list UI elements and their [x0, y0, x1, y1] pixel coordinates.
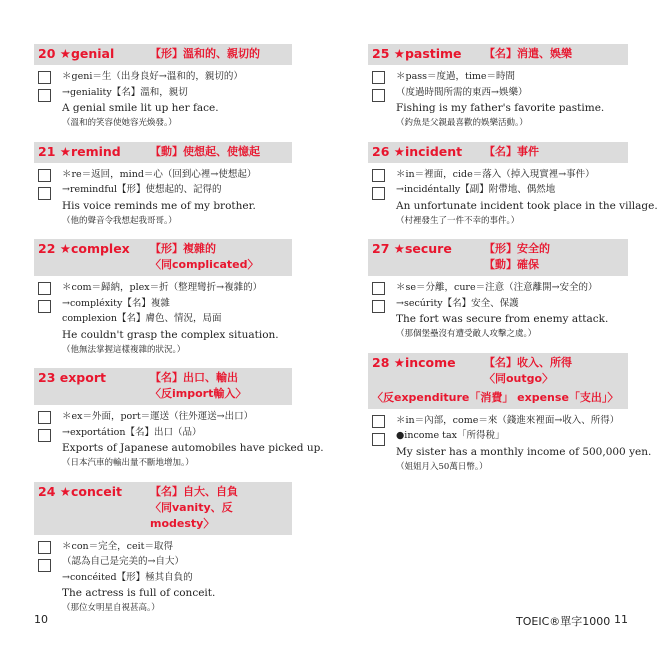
entry-word: 27 ★secure — [372, 241, 452, 256]
entry-part-of-speech: 【名】消遣、娛樂 — [484, 47, 572, 60]
vocab-entry-secure — [368, 239, 628, 343]
derivative-line: →compléxity【名】複雜 — [62, 297, 170, 309]
entry-body — [34, 163, 292, 230]
derivative-line: →incidéntally【副】附帶地、偶然地 — [396, 184, 556, 195]
derivative-line: →secúrity【名】安全、保護 — [396, 297, 519, 309]
entry-part-of-speech: 【名】收入、所得 〈同outgo〉 — [484, 355, 572, 385]
entry-body — [34, 65, 292, 132]
checkbox[interactable] — [372, 71, 385, 84]
example-translation: （日本汽車的輸出量不斷地增加。） — [62, 458, 194, 468]
entry-header — [34, 368, 292, 405]
checkbox[interactable] — [38, 541, 51, 554]
etymology-line: ＊pass＝度過，time＝時間 — [396, 71, 515, 82]
example-sentence: My sister has a monthly income of 500,000 yen. — [396, 445, 652, 458]
etymology-line: ＊se＝分離，cure＝注意（注意離開→安全的） — [396, 282, 598, 293]
etymology-line: ＊in＝內部，come＝來（錢進來裡面→收入、所得） — [396, 414, 620, 426]
checkbox[interactable] — [38, 169, 51, 182]
example-translation: （他無法掌握這樣複雜的狀況。） — [62, 344, 186, 355]
example-sentence: The actress is full of conceit. — [62, 587, 216, 599]
entry-word: 21 ★remind — [38, 143, 121, 159]
checkbox[interactable] — [38, 300, 51, 313]
left-page-number: 10 — [34, 613, 48, 626]
entry-header — [34, 142, 292, 163]
right-column — [368, 44, 658, 485]
left-column — [34, 44, 324, 627]
entry-body — [34, 405, 324, 472]
book-title: TOEIC®單字1000 — [516, 615, 611, 628]
checkbox[interactable] — [372, 169, 385, 182]
example-translation: （那位女明星自視甚高。） — [62, 603, 160, 613]
etymology-line: ＊in＝裡面，cide＝落入（掉入現實裡→事件） — [396, 168, 595, 180]
etymology-line: ＊com＝歸納，plex＝折（整理彎折→複雜的） — [62, 282, 263, 293]
checkbox[interactable] — [372, 282, 385, 295]
derivative-line: →remindful【形】使想起的、記得的 — [62, 184, 222, 195]
vocab-entry-pastime — [368, 44, 628, 132]
entry-body — [368, 409, 652, 476]
checkbox[interactable] — [38, 282, 51, 295]
entry-body — [368, 65, 628, 132]
example-sentence: Exports of Japanese automobiles have picked up. — [62, 442, 324, 454]
vocab-entry-conceit — [34, 482, 292, 617]
example-sentence: An unfortunate incident took place in the village. — [396, 199, 658, 212]
entry-header — [34, 44, 292, 65]
entry-part-of-speech: 【形】複雜的 〈同complicated〉 — [150, 242, 259, 271]
example-translation: （他的聲音令我想起我哥哥。） — [62, 215, 177, 226]
derivative-line: complexion【名】膚色、情況，局面 — [62, 313, 222, 324]
example-translation: （釣魚是父親最喜歡的娛樂活動。） — [396, 118, 528, 128]
etymology-line: ＊ex＝外面，port＝運送（往外運送→出口） — [62, 411, 254, 422]
entry-header — [368, 142, 628, 163]
derivative-line: →concéited【形】極其自負的 — [62, 571, 193, 583]
entry-header — [368, 239, 628, 276]
entry-body — [34, 276, 292, 358]
entry-part-of-speech: 【形】溫和的、親切的 — [150, 47, 260, 60]
entry-part-of-speech: 【形】安全的 【動】確保 — [484, 242, 550, 271]
checkbox[interactable] — [372, 415, 385, 428]
entry-part-of-speech: 【名】出口、輸出 〈反import輸入〉 — [150, 371, 247, 400]
vocab-entry-export — [34, 368, 324, 472]
example-sentence: His voice reminds me of my brother. — [62, 199, 256, 212]
entry-word: 22 ★complex — [38, 241, 130, 256]
example-translation: （村裡發生了一件不幸的事件。） — [396, 215, 520, 226]
vocab-entry-genial — [34, 44, 292, 132]
vocab-entry-incident — [368, 142, 658, 230]
example-sentence: A genial smile lit up her face. — [62, 102, 219, 114]
example-translation: （溫和的笑容使她容光煥發。） — [62, 118, 177, 128]
example-translation: （姐姐月入50萬日幣。） — [396, 461, 488, 472]
checkbox[interactable] — [38, 71, 51, 84]
entry-header — [368, 353, 628, 390]
entry-body — [368, 276, 628, 343]
derivative-line: ●income tax「所得稅」 — [396, 430, 505, 441]
etymology-line: （度過時間所需的東西→娛樂） — [396, 86, 528, 98]
entry-part-of-speech: 【動】使想起、使憶起 — [150, 144, 260, 158]
vocab-entry-remind — [34, 142, 292, 230]
checkbox[interactable] — [38, 187, 51, 200]
etymology-line: ＊re＝返回，mind＝心（回到心裡→使想起） — [62, 168, 257, 180]
vocab-entry-complex — [34, 239, 292, 358]
checkbox[interactable] — [38, 429, 51, 442]
right-page-number: 11 — [614, 613, 628, 626]
example-translation: （那個堡壘沒有遭受敵人攻擊之虞。） — [396, 329, 537, 339]
entry-header — [34, 482, 292, 535]
entry-word: 28 ★income — [372, 354, 456, 370]
entry-part-of-speech: 【名】自大、自負 〈同vanity、反modesty〉 — [150, 484, 238, 530]
entry-body — [368, 163, 658, 230]
entry-word: 26 ★incident — [372, 143, 463, 159]
checkbox[interactable] — [38, 411, 51, 424]
checkbox[interactable] — [38, 559, 51, 572]
etymology-line: （認為自己是完美的→自大） — [62, 556, 184, 567]
derivative-line: →exportátion【名】出口（品） — [62, 426, 202, 438]
entry-body — [34, 535, 292, 617]
vocab-entry-income — [368, 353, 652, 476]
checkbox[interactable] — [372, 300, 385, 313]
checkbox[interactable] — [372, 89, 385, 102]
example-sentence: The fort was secure from enemy attack. — [396, 313, 609, 325]
entry-part-of-speech: 【名】事件 — [484, 144, 539, 158]
checkbox[interactable] — [372, 433, 385, 446]
etymology-line: ＊con＝完全，ceit＝取得 — [62, 540, 173, 552]
entry-word: 24 ★conceit — [38, 483, 122, 499]
derivative-line: →geniality【名】溫和，親切 — [62, 86, 188, 98]
checkbox[interactable] — [372, 187, 385, 200]
entry-word: 23 export — [38, 370, 106, 385]
checkbox[interactable] — [38, 89, 51, 102]
example-sentence: Fishing is my father's favorite pastime. — [396, 102, 605, 114]
entry-antonyms: 〈反expenditure「消費」 expense「支出」〉 — [372, 390, 619, 404]
example-sentence: He couldn't grasp the complex situation. — [62, 328, 279, 341]
entry-header — [368, 44, 628, 65]
entry-header — [34, 239, 292, 276]
entry-header-continued — [368, 390, 628, 409]
entry-word: 20 ★genial — [38, 46, 115, 61]
etymology-line: ＊geni＝生（出身良好→溫和的，親切的） — [62, 71, 243, 82]
entry-word: 25 ★pastime — [372, 46, 462, 61]
